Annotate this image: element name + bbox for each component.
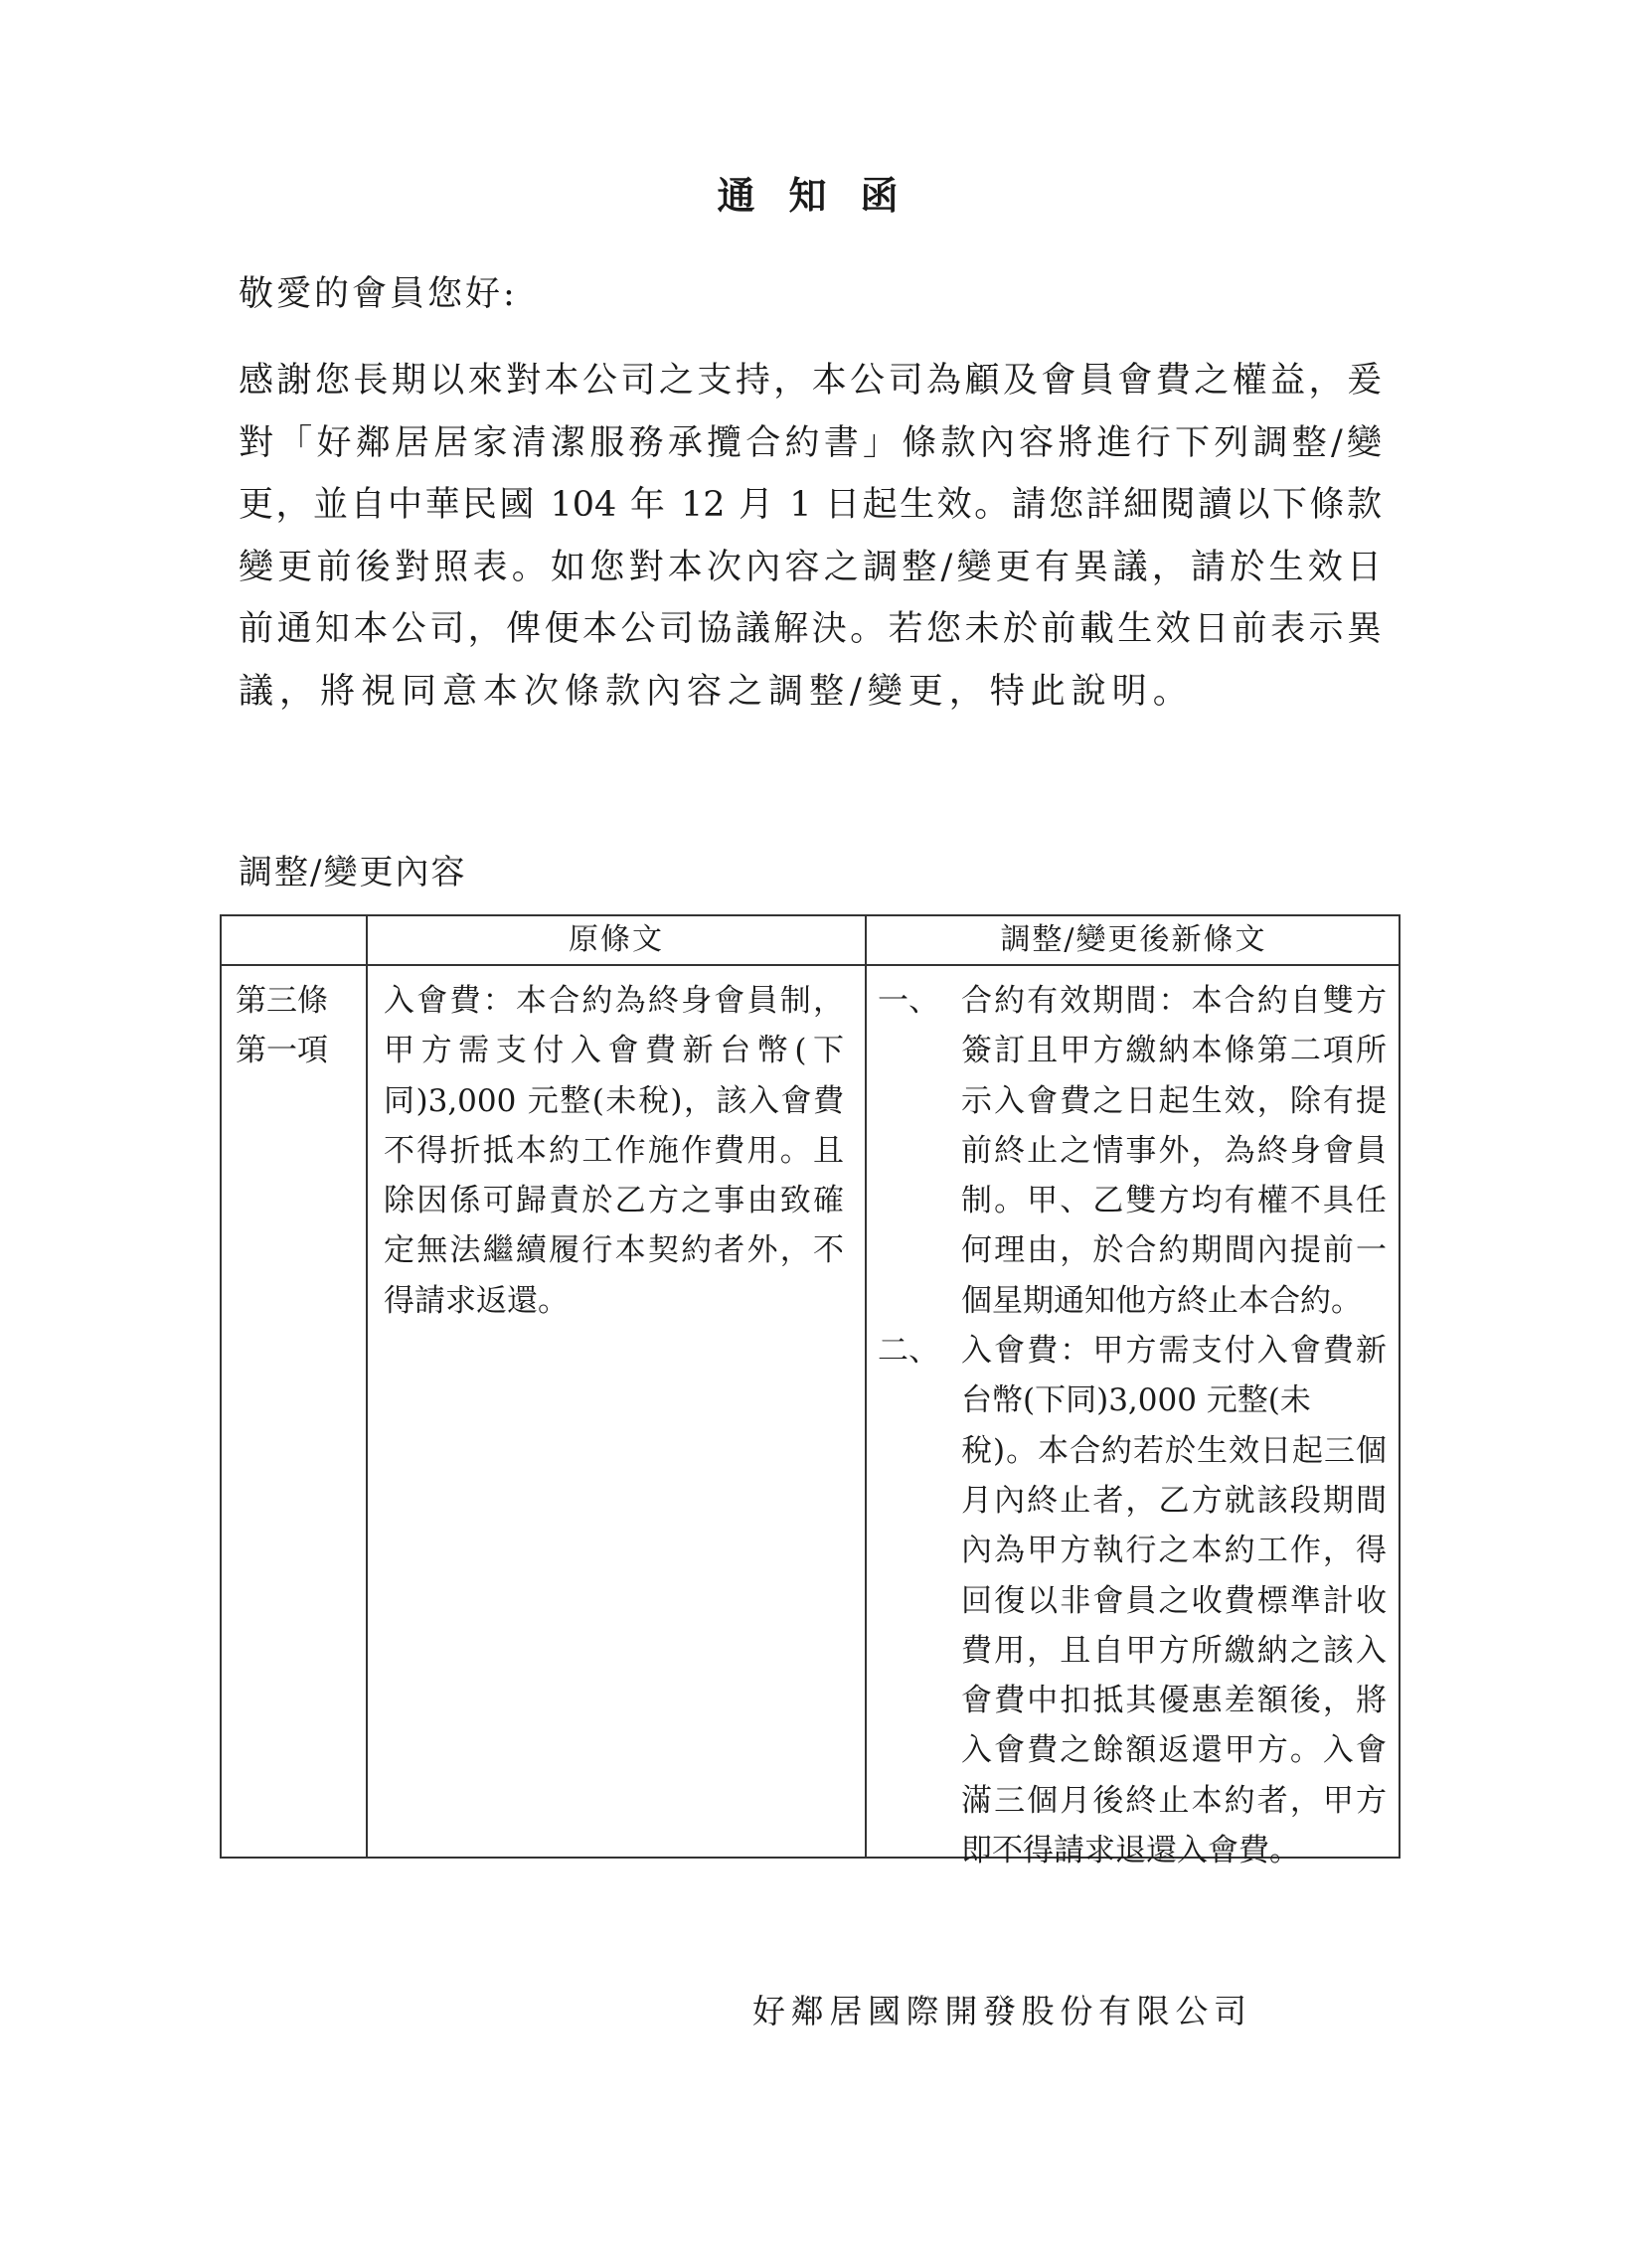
paragraph-line: 感謝您長期以來對本公司之支持，本公司為顧及會員會費之權益，爰 xyxy=(239,361,1382,401)
clause-line: 同)3,000 元整(未稅)，該入會費 xyxy=(384,1082,844,1119)
clause-line: 得請求返還。 xyxy=(384,1282,569,1319)
item-text xyxy=(961,976,1387,1326)
new-clause xyxy=(878,976,1387,1875)
clause-line: 個星期通知他方終止本合約。 xyxy=(961,1282,1362,1319)
clause-item xyxy=(878,1326,1387,1875)
clause-line: 費用，且自甲方所繳納之該入 xyxy=(961,1632,1387,1669)
clause-line: 除因係可歸責於乙方之事由致確 xyxy=(384,1183,844,1219)
clause-line: 會費中扣抵其優惠差額後，將 xyxy=(961,1683,1387,1719)
item-marker: 一、 xyxy=(878,983,939,1019)
paragraph-line: 更，並自中華民國 104 年 12 月 1 日起生效。請您詳細閱讀以下條款 xyxy=(239,485,1382,525)
clause-item xyxy=(878,976,1387,1326)
clause-line: 回復以非會員之收費標準計收 xyxy=(961,1582,1387,1619)
paragraph-line: 對「好鄰居居家清潔服務承攬合約書」條款內容將進行下列調整/變 xyxy=(239,422,1382,463)
section-heading: 調整/變更內容 xyxy=(239,853,467,892)
header-new: 調整/變更後新條文 xyxy=(1000,922,1267,957)
row-label-line: 第三條 xyxy=(236,983,328,1019)
table-divider xyxy=(865,916,867,1857)
clause-line: 入會費：甲方需支付入會費新 xyxy=(961,1333,1387,1370)
item-marker: 二、 xyxy=(878,1333,939,1370)
clause-line: 何理由，於合約期間內提前一 xyxy=(961,1232,1387,1269)
clause-line: 前終止之情事外，為終身會員 xyxy=(961,1132,1387,1169)
row-label-line: 第一項 xyxy=(236,1033,328,1069)
comparison-table xyxy=(220,914,1401,1869)
greeting: 敬愛的會員您好: xyxy=(239,274,518,314)
clause-line: 示入會費之日起生效，除有提 xyxy=(961,1082,1387,1119)
item-text xyxy=(961,1326,1387,1875)
paragraph-line: 議，將視同意本次條款內容之調整/變更，特此說明。 xyxy=(239,671,1194,712)
clause-line: 內為甲方執行之本約工作，得 xyxy=(961,1533,1387,1569)
clause-line: 台幣(下同)3,000 元整(未 xyxy=(961,1382,1311,1419)
clause-line: 簽訂且甲方繳納本條第二項所 xyxy=(961,1033,1387,1069)
header-label xyxy=(222,916,366,964)
clause-line: 合約有效期間：本合約自雙方 xyxy=(961,983,1387,1019)
header-original: 原條文 xyxy=(569,922,664,957)
clause-line: 不得折抵本約工作施作費用。且 xyxy=(384,1132,844,1169)
clause-line: 即不得請求退還入會費。 xyxy=(961,1833,1300,1869)
clause-line: 稅)。本合約若於生效日起三個 xyxy=(961,1432,1387,1469)
clause-line: 制。甲、乙雙方均有權不具任 xyxy=(961,1183,1387,1219)
paragraph-line: 前通知本公司，俾便本公司協議解決。若您未於前載生效日前表示異 xyxy=(239,609,1382,649)
body-paragraph xyxy=(239,350,1382,723)
table-divider xyxy=(366,916,368,1857)
document-title: 通知函 xyxy=(717,173,932,218)
clause-line: 入會費：本合約為終身會員制， xyxy=(384,983,844,1019)
clause-line: 定無法繼續履行本契約者外，不 xyxy=(384,1232,844,1269)
original-clause xyxy=(384,976,844,1326)
table-header-divider xyxy=(222,964,1399,966)
paragraph-line: 變更前後對照表。如您對本次內容之調整/變更有異議，請於生效日 xyxy=(239,547,1382,587)
clause-line: 甲方需支付入會費新台幣(下 xyxy=(384,1033,844,1069)
row-label xyxy=(236,976,328,1076)
clause-line: 入會費之餘額返還甲方。入會 xyxy=(961,1732,1387,1769)
company-name: 好鄰居國際開發股份有限公司 xyxy=(752,1992,1246,2030)
clause-line: 月內終止者，乙方就該段期間 xyxy=(961,1482,1387,1519)
clause-line: 滿三個月後終止本約者，甲方 xyxy=(961,1782,1387,1819)
